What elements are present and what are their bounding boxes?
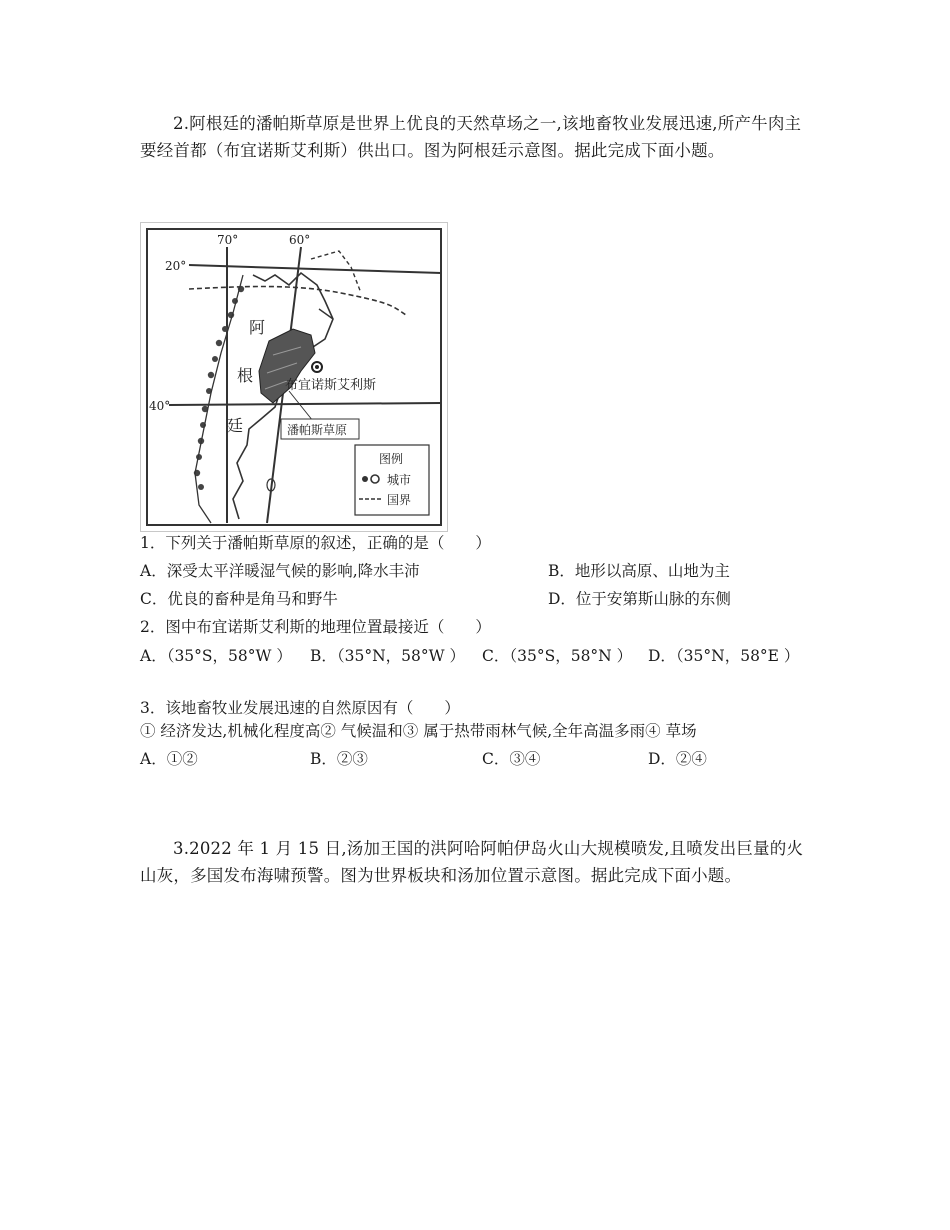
legend-title: 图例 — [379, 452, 404, 466]
q2-option-c[interactable]: C．（35°S，58°N ） — [482, 647, 633, 665]
q1-option-a[interactable]: A．深受太平洋暖湿气候的影响,降水丰沛 — [140, 562, 420, 580]
lon-70-label: 70° — [217, 233, 239, 247]
country-char-3: 廷 — [227, 416, 244, 435]
andes-mountain-marks — [194, 286, 244, 490]
question-3-stem: 3．该地畜牧业发展迅速的自然原因有（ ） — [140, 699, 460, 717]
argentina-map — [141, 223, 447, 531]
lon-60-label: 60° — [289, 233, 311, 247]
question-1-stem: 1．下列关于潘帕斯草原的叙述，正确的是（ ） — [140, 534, 491, 552]
q2-option-a[interactable]: A．（35°S，58°W ） — [140, 647, 292, 665]
region-leader-line — [289, 391, 313, 421]
legend-capital-icon — [371, 475, 379, 483]
intro-paragraph-1: 2.阿根廷的潘帕斯草原是世界上优良的天然草场之一,该地畜牧业发展迅速,所产牛肉主要经首都（布宜诺斯艾利斯）供出口。图为阿根廷示意图。据此完成下面小题。 — [140, 114, 802, 160]
legend-box — [355, 445, 429, 515]
region-label: 潘帕斯草原 — [287, 423, 348, 437]
lat-20-label: 20° — [165, 259, 187, 273]
q3-option-d[interactable]: D．②④ — [648, 750, 707, 768]
country-char-2: 根 — [237, 366, 254, 385]
city-label: 布宜诺斯艾利斯 — [285, 378, 377, 393]
country-char-1: 阿 — [249, 318, 266, 337]
q3-option-b[interactable]: B．②③ — [310, 750, 368, 768]
intro-paragraph-2: 3.2022 年 1 月 15 日,汤加王国的洪阿哈阿帕伊岛火山大规模喷发,且喷发出巨量的火山灰，多国发布海啸预警。图为世界板块和汤加位置示意图。据此完成下面小题。 — [140, 839, 804, 885]
legend-city-dot-icon — [362, 476, 368, 482]
question-3-statements: ① 经济发达,机械化程度高② 气候温和③ 属于热带雨林气候,全年高温多雨④ 草场 — [140, 722, 697, 740]
question-2-stem: 2．图中布宜诺斯艾利斯的地理位置最接近（ ） — [140, 618, 491, 636]
lat-40-label: 40° — [149, 399, 171, 413]
q3-option-a[interactable]: A．①② — [140, 750, 198, 768]
q2-option-b[interactable]: B．（35°N，58°W ） — [310, 647, 466, 665]
legend-border-label: 国界 — [387, 493, 412, 507]
argentina-map-figure — [140, 222, 448, 532]
capital-city-dot — [315, 365, 319, 369]
latitude-40-line — [169, 403, 441, 405]
q2-option-d[interactable]: D．（35°N，58°E ） — [648, 647, 800, 665]
q1-option-c[interactable]: C．优良的畜种是角马和野牛 — [140, 590, 338, 608]
legend-city-label: 城市 — [387, 473, 412, 487]
q1-option-d[interactable]: D．位于安第斯山脉的东侧 — [548, 590, 731, 608]
q3-option-c[interactable]: C．③④ — [482, 750, 541, 768]
northern-border-dashed — [189, 287, 406, 316]
q1-option-b[interactable]: B．地形以高原、山地为主 — [548, 562, 730, 580]
